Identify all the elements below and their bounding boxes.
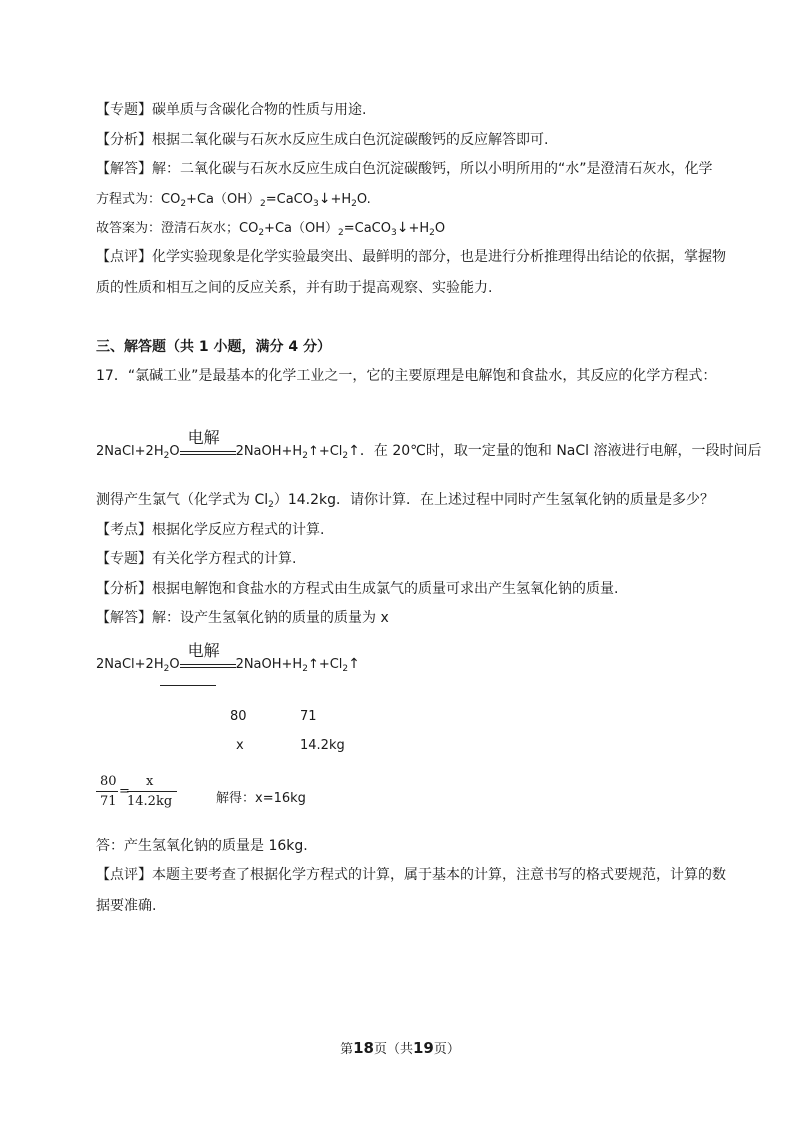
- answer-line: 【解答】解：二氧化碳与石灰水反应生成白色沉淀碳酸钙，所以小明所用的“水”是澄清石灰水，化学: [96, 161, 713, 177]
- numerator-1: 80: [100, 774, 117, 789]
- subscript: 2: [342, 451, 349, 461]
- eq-text: ↑: [348, 656, 360, 672]
- solve-result: 解得：x=16kg: [216, 791, 306, 806]
- proportion-fraction: [96, 774, 186, 814]
- eq-text: 2NaCl+2H: [96, 657, 164, 672]
- fraction-bar: [127, 791, 177, 792]
- subscript: 2: [351, 199, 357, 209]
- comment-line: 【点评】化学实验现象是化学实验最突出、最鲜明的部分，也是进行分析推理得出结论的依据，掌握物: [96, 249, 726, 265]
- eq-text: =CaCO: [265, 192, 313, 207]
- subscript: 2: [163, 451, 170, 461]
- eq-text: ↑+Cl: [307, 657, 343, 672]
- equation-underline: [160, 685, 216, 686]
- subscript: 2: [302, 451, 308, 461]
- total-pages: 19: [413, 1039, 434, 1057]
- equals-sign: =: [119, 784, 130, 799]
- measure-text: ）14.2kg．请你计算．在上述过程中同时产生氢氧化钠的质量是多少？: [273, 492, 715, 508]
- eq-text: O.: [356, 192, 371, 207]
- solution-intro: 【解答】解：设产生氢氧化钠的质量的质量为 x: [96, 610, 389, 626]
- eq-text: =CaCO: [343, 221, 391, 236]
- reaction-condition: [180, 428, 236, 461]
- denominator-1: 71: [100, 794, 117, 809]
- subscript-3: 3: [390, 228, 397, 238]
- footer-mid: 页（共: [373, 1042, 413, 1057]
- subscript: 2: [429, 228, 435, 238]
- eq-text: +Ca（OH）: [186, 192, 260, 207]
- condition-label: 电解: [187, 428, 220, 447]
- eq-text: +Ca（OH）: [264, 221, 338, 236]
- chlorine-mass: 14.2kg: [300, 738, 345, 753]
- condition-bar: [180, 454, 236, 455]
- equation-line: [96, 190, 371, 213]
- down-arrow-icon: ↓: [318, 191, 331, 207]
- denominator-2: 14.2kg: [127, 794, 173, 809]
- electrolysis-equation-2: [96, 641, 360, 674]
- subscript: 2: [338, 228, 344, 238]
- measure-text: 测得产生氯气（化学式为 Cl: [96, 492, 269, 508]
- electrolysis-equation: [96, 428, 762, 461]
- mass-ratio-naoh: 80: [230, 709, 247, 724]
- comment-line-3: 【点评】本题主要考查了根据化学方程式的计算，属于基本的计算，注意书写的格式要规范，计算的数: [96, 867, 726, 883]
- footer-prefix: 第: [340, 1042, 354, 1057]
- subscript: 2: [260, 199, 266, 209]
- eq-text: ↑+Cl: [307, 444, 343, 459]
- subscript: 2: [163, 664, 170, 674]
- topic-line-2: 【专题】有关化学方程式的计算.: [96, 551, 297, 567]
- eq-text: 故答案为：澄清石灰水；CO: [96, 221, 259, 236]
- subscript-3: 3: [312, 199, 319, 209]
- eq-text: +H: [408, 221, 430, 236]
- numerator-2: x: [146, 774, 154, 789]
- section-heading: 三、解答题（共 1 小题，满分 4 分）: [96, 339, 331, 355]
- eq-text: ↑．在 20℃时，取一定量的饱和 NaCl 溶液进行电解，一段时间后: [348, 443, 762, 459]
- analysis-line-2: 【分析】根据电解饱和食盐水的方程式由生成氯气的质量可求出产生氢氧化钠的质量.: [96, 581, 619, 597]
- unknown-x: x: [236, 738, 244, 753]
- exam-point-line: 【考点】根据化学反应方程式的计算.: [96, 522, 325, 538]
- down-arrow-icon: ↓: [396, 220, 409, 236]
- condition-bar: [180, 667, 236, 668]
- conclusion-line: [96, 219, 445, 242]
- eq-text: 方程式为：CO: [96, 192, 181, 207]
- topic-line: 【专题】碳单质与含碳化合物的性质与用途.: [96, 102, 367, 118]
- measure-line: [96, 491, 714, 514]
- subscript: 2: [268, 500, 274, 510]
- eq-text: O: [434, 221, 446, 236]
- eq-text: 2NaOH+H: [235, 444, 303, 459]
- reaction-condition: [180, 641, 236, 674]
- footer-suffix: 页）: [433, 1042, 460, 1057]
- eq-text: O: [169, 657, 180, 672]
- eq-text: O: [169, 444, 180, 459]
- eq-text: +H: [330, 192, 352, 207]
- mass-ratio-cl2: 71: [300, 709, 317, 724]
- page-footer: [0, 1038, 800, 1057]
- subscript: 2: [342, 664, 349, 674]
- condition-bar: [180, 451, 236, 452]
- final-answer: 答：产生氢氧化钠的质量是 16kg.: [96, 838, 308, 854]
- condition-bar: [180, 664, 236, 665]
- condition-label: 电解: [187, 641, 220, 660]
- subscript: 2: [258, 228, 265, 238]
- subscript: 2: [302, 664, 308, 674]
- analysis-line: 【分析】根据二氧化碳与石灰水反应生成白色沉淀碳酸钙的反应解答即可.: [96, 132, 549, 148]
- fraction-bar: [96, 791, 118, 792]
- question-17: 17．“氯碱工业”是最基本的化学工业之一，它的主要原理是电解饱和食盐水，其反应的化学方程式：: [96, 368, 717, 384]
- comment-line-2: 质的性质和相互之间的反应关系，并有助于提高观察、实验能力.: [96, 280, 493, 296]
- current-page: 18: [353, 1039, 374, 1057]
- comment-line-4: 据要准确.: [96, 898, 157, 914]
- subscript: 2: [180, 199, 187, 209]
- eq-text: 2NaOH+H: [235, 657, 303, 672]
- eq-text: 2NaCl+2H: [96, 444, 164, 459]
